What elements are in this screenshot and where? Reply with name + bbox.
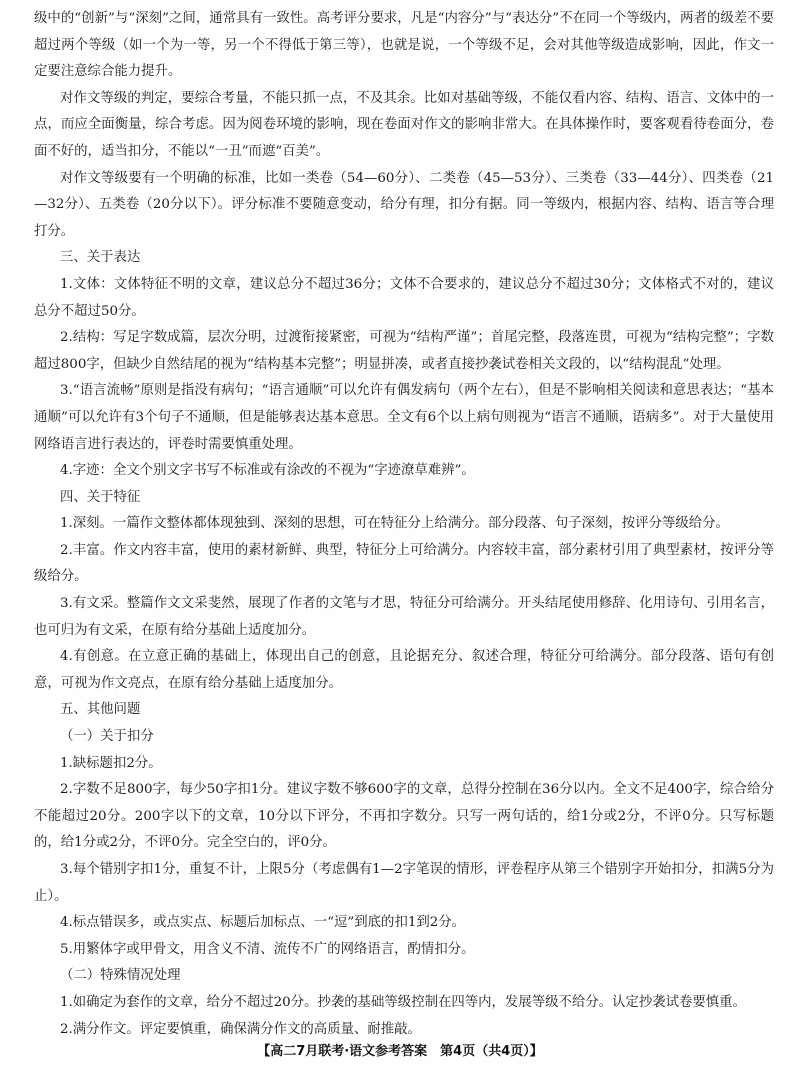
paragraph-structure: 2.结构：写足字数成篇，层次分明，过渡衔接紧密，可视为“结构严谨”；首尾完整，段落连贯，可视为“结构完整”；字数超过800字，但缺少自然结尾的视为“结构基本完整”；明显拼凑，或者直接抄袭试卷相关文段的，以“结构混乱”处理。 (34, 330, 774, 372)
paragraph-missing-title: 1.缺标题扣2分。 (60, 755, 162, 771)
subsection-heading-deductions: （一）关于扣分 (60, 729, 154, 745)
paragraph-word-count: 2.字数不足800字，每少50字扣1分。建议字数不够600字的文章，总得分控制在36分以内。全文不足400字，综合给分不能超过20分。200字以下的文章，10分以下评分，不再扣字数分。只写一两句话的，给1分或2分，不评0分。只写标题的，给1分或2分，不评0分。完全空白的，评0分。 (34, 782, 774, 851)
paragraph-handwriting: 4.字迹：全文个别文字书写不标准或有涂改的不视为“字迹潦草难辨”。 (60, 463, 475, 479)
section-heading-expression: 三、关于表达 (60, 250, 141, 266)
paragraph-creativity: 4.有创意。在立意正确的基础上，体现出自己的创意，且论据充分、叙述合理，特征分可给满分。部分段落、语句有创意，可视为作文亮点，在原有给分基础上适度加分。 (34, 649, 774, 691)
paragraph-richness: 2.丰富。作文内容丰富，使用的素材新鲜、典型，特征分上可给满分。内容较丰富，部分素材引用了典型素材，按评分等级给分。 (34, 542, 774, 585)
page-footer: 【高二7月联考·语文参考答案 第4页（共4页）】 (257, 1044, 543, 1059)
paragraph-grade-standard: 对作文等级要有一个明确的标准，比如一类卷（54—60分）、二类卷（45—53分）、三类卷（33—44分）、四类卷（21—32分）、五类卷（20分以下）。评分标准不要随意变动，给分有理，扣分有据。同一等级内，根据内容、结构、语言等合理打分。 (34, 170, 774, 239)
paragraph-typos: 3.每个错别字扣1分，重复不计，上限5分（考虑偶有1—2字笔误的情形，评卷程序从第三个错别字开始扣分，扣满5分为止）。 (34, 862, 774, 904)
paragraph-depth: 1.深刻。一篇作文整体都体现独到、深刻的思想，可在特征分上给满分。部分段落、句子深刻，按评分等级给分。 (60, 516, 729, 532)
paragraph-literary-grace: 3.有文采。整篇作文文采斐然，展现了作者的文笔与才思，特征分可给满分。开头结尾使用修辞、化用诗句、引用名言，也可归为有文采，在原有给分基础上适度加分。 (34, 596, 774, 638)
subsection-heading-special-cases: （二）特殊情况处理 (60, 968, 181, 984)
section-heading-other: 五、其他问题 (60, 702, 141, 718)
section-heading-features: 四、关于特征 (60, 489, 141, 505)
paragraph-full-score: 2.满分作文。评定要慎重，确保满分作文的高质量、耐推敲。 (60, 1021, 421, 1037)
paragraph-genre: 1.文体：文体特征不明的文章，建议总分不超过36分；文体不合要求的，建议总分不超过30分；文体格式不对的，建议总分不超过50分。 (34, 276, 774, 319)
paragraph-intro-continuation: 级中的“创新”与“深刻”之间，通常具有一致性。高考评分要求，凡是“内容分”与“表达分”不在同一个等级内，两者的级差不要超过两个等级（如一个为一等，另一个不得低于第三等），也就是说，一个等级不足，会对其他等级造成影响，因此，作文一定要注意综合能力提升。 (34, 11, 774, 80)
paragraph-grade-judgment: 对作文等级的判定，要综合考量，不能只抓一点，不及其余。比如对基础等级，不能仅看内容、结构、语言、文体中的一点，而应全面衡量，综合考虑。因为阅卷环境的影响，现在卷面对作文的影响非常大。在具体操作时，要客观看待卷面分，卷面不好的，适当扣分，不能以“一丑”而遮“百美”。 (34, 90, 774, 159)
document-body (34, 6, 774, 1043)
paragraph-punctuation: 4.标点错误多，或点实点、标题后加标点、一“逗”到底的扣1到2分。 (60, 915, 466, 931)
paragraph-template-essay: 1.如确定为套作的文章，给分不超过20分。抄袭的基础等级控制在四等内，发展等级不给分。认定抄袭试卷要慎重。 (60, 994, 746, 1010)
paragraph-language: 3.“语言流畅”原则是指没有病句；“语言通顺”可以允许有偶发病句（两个左右），但是不影响相关阅读和意思表达；“基本通顺”可以允许有3个句子不通顺，但是能够表达基本意思。全文有6个以上病句则视为“语言不通顺，语病多”。对于大量使用网络语言进行表达的，评卷时需要慎重处理。 (34, 383, 774, 452)
paragraph-traditional-chars: 5.用繁体字或甲骨文，用含义不清、流传不广的网络语言，酌情扣分。 (60, 941, 475, 957)
